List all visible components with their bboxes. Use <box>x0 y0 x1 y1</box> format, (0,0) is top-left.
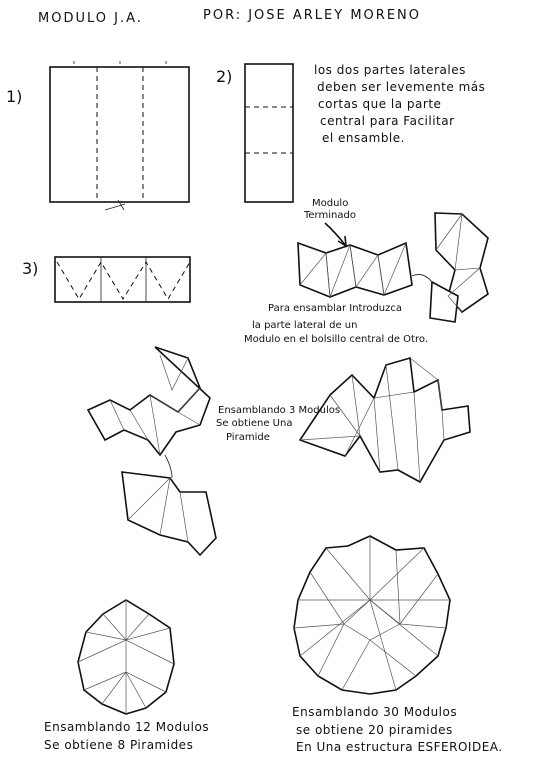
label-module-finished-1: Modulo <box>312 198 349 209</box>
thirty-module-assembly <box>294 536 450 694</box>
inserting-module <box>412 213 488 322</box>
label-module-finished-2: Terminado <box>304 210 356 221</box>
note-laterals-line3: cortas que la parte <box>318 97 442 111</box>
step-1-label: 1) <box>6 87 23 106</box>
note-laterals-line1: los dos partes laterales <box>314 63 466 77</box>
three-module-assembly-exploded <box>88 347 216 555</box>
note-assemble-line3: Modulo en el bolsillo central de Otro. <box>244 334 428 345</box>
note-laterals-line4: central para Facilitar <box>320 114 455 128</box>
note-twelve-line1: Ensamblando 12 Modulos <box>44 720 210 734</box>
note-thirty-line1: Ensamblando 30 Modulos <box>292 705 458 719</box>
twelve-module-assembly <box>78 600 174 714</box>
title-author: POR: JOSE ARLEY MORENO <box>203 8 421 23</box>
note-thirty-line3: En Una estructura ESFEROIDEA. <box>296 740 503 754</box>
title-module: MODULO J.A. <box>38 11 143 26</box>
note-three-line3: Piramide <box>226 432 270 443</box>
step-2-label: 2) <box>216 67 233 86</box>
note-laterals-line2: deben ser levemente más <box>317 80 486 94</box>
step-2-folded-strip <box>245 64 293 202</box>
three-module-pyramid <box>300 358 470 482</box>
step-3-strip-diagonals <box>55 257 190 302</box>
note-assemble-line1: Para ensamblar Introduzca <box>268 303 403 314</box>
note-three-line1: Ensamblando 3 Modulos <box>218 405 341 416</box>
step-3-label: 3) <box>22 259 39 278</box>
finished-module <box>298 223 412 297</box>
step-1-square-sheet <box>50 61 189 210</box>
note-twelve-line2: Se obtiene 8 Piramides <box>44 738 194 752</box>
note-assemble-line2: la parte lateral de un <box>252 320 358 331</box>
note-laterals-line5: el ensamble. <box>322 131 405 145</box>
note-three-line2: Se obtiene Una <box>216 418 293 429</box>
note-thirty-line2: se obtiene 20 piramides <box>296 723 453 737</box>
